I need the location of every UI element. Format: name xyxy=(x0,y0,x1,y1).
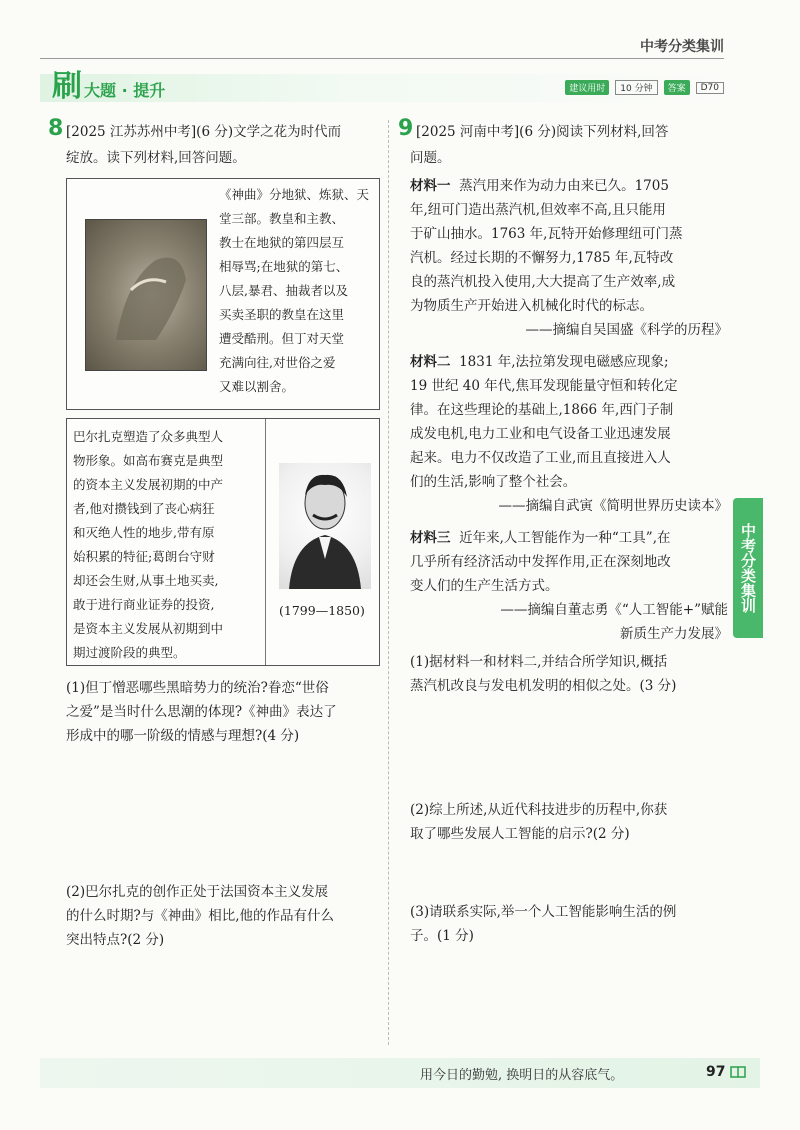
box2-line: 却还会生财,从事土地买卖, xyxy=(73,573,219,588)
question-9-sub1 xyxy=(410,650,676,698)
q8-sub2-line: 突出特点?(2 分) xyxy=(66,932,165,948)
box2-line: 和灭绝人性的地步,带有原 xyxy=(73,525,215,540)
answer-page: D70 xyxy=(696,82,724,94)
material-2-source: ——摘编自武寅《简明世界历史读本》 xyxy=(498,498,728,514)
material-1-line: 为物质生产开始进入机械化时代的标志。 xyxy=(410,298,653,314)
question-9-sub3 xyxy=(410,900,676,948)
box1-line: 又难以割舍。 xyxy=(219,379,295,394)
q8-sub2-line: 的什么时期?与《神曲》相比,他的作品有什么 xyxy=(66,908,335,924)
box1-line: 相辱骂;在地狱的第七、 xyxy=(219,259,349,274)
time-info xyxy=(565,80,724,95)
material-2-line: 成发电机,电力工业和电气设备工业迅速发展 xyxy=(410,426,671,442)
question-8-number: 8 xyxy=(48,116,64,141)
balzac-box-divider xyxy=(265,419,266,665)
box2-line: 者,他对攒钱到了丧心病狂 xyxy=(73,501,215,516)
box2-line: 始积累的特征;葛朗台守财 xyxy=(73,549,215,564)
material-3-line: 变人们的生产生活方式。 xyxy=(410,578,559,594)
question-9-sub2 xyxy=(410,798,667,846)
question-8-sub1 xyxy=(66,676,337,748)
box1-line: 遭受酷刑。但丁对天堂 xyxy=(219,331,345,346)
section-title: 大题 · 提升 xyxy=(84,81,166,100)
balzac-box xyxy=(66,418,380,666)
material-1-line: 汽机。经过长期的不懈努力,1785 年,瓦特改 xyxy=(410,250,674,266)
time-value: 10 分钟 xyxy=(615,80,657,95)
question-8-sub2 xyxy=(66,880,334,952)
box2-line: 敢于进行商业证券的投资, xyxy=(73,597,215,612)
box1-line: 八层,暴君、抽裁者以及 xyxy=(219,283,348,298)
material-2-line: 1831 年,法拉第发现电磁感应现象; xyxy=(459,354,669,370)
material-3-label: 材料三 xyxy=(410,530,451,546)
time-label: 建议用时 xyxy=(565,80,609,95)
material-2-line: 19 世纪 40 年代,焦耳发现能量守恒和转化定 xyxy=(410,378,678,394)
column-divider xyxy=(388,120,389,1045)
side-tab: 中考分类集训 xyxy=(733,498,763,638)
material-1-label: 材料一 xyxy=(410,178,451,194)
box2-line: 的资本主义发展初期的中产 xyxy=(73,477,224,492)
balzac-portrait xyxy=(279,463,371,589)
question-8-stem-2: 绽放。读下列材料,回答问题。 xyxy=(66,150,246,166)
box2-line: 期过渡阶段的典型。 xyxy=(73,645,186,660)
divine-comedy-box xyxy=(66,178,380,410)
top-divider xyxy=(40,58,724,59)
question-9-number: 9 xyxy=(398,116,414,141)
q8-sub1-line: 形成中的哪一阶级的情感与理想?(4 分) xyxy=(66,728,300,744)
q9-sub1-line: (1)据材料一和材料二,并结合所学知识,概括 xyxy=(410,654,668,670)
footer-motto: 用今日的勤勉, 换明日的从容底气。 xyxy=(420,1068,624,1083)
page-number: 97 xyxy=(706,1064,726,1080)
material-1-line: 良的蒸汽机投入使用,大大提高了生产效率,成 xyxy=(410,274,676,290)
material-1-source: ——摘编自吴国盛《科学的历程》 xyxy=(525,322,728,338)
material-2 xyxy=(410,350,728,518)
box1-line: 堂三部。教皇和主教、 xyxy=(219,211,345,226)
material-3-line: 几乎所有经济活动中发挥作用,正在深刻地改 xyxy=(410,554,671,570)
material-1 xyxy=(410,174,728,342)
book-icon xyxy=(730,1064,746,1084)
material-2-line: 起来。电力不仅改造了工业,而且直接进入人 xyxy=(410,450,671,466)
divine-comedy-text xyxy=(219,183,375,399)
box1-line: 充满向往,对世俗之爱 xyxy=(219,355,336,370)
material-1-line: 年,纽可门造出蒸汽机,但效率不高,且只能用 xyxy=(410,202,666,218)
material-3-source: ——摘编自董志勇《“人工智能+”赋能 xyxy=(500,602,728,618)
material-3 xyxy=(410,526,728,646)
box1-line: 买卖圣职的教皇在这里 xyxy=(219,307,345,322)
series-title: 中考分类集训 xyxy=(640,39,724,55)
balzac-text xyxy=(73,425,265,665)
material-1-line: 蒸汽用来作为动力由来已久。1705 xyxy=(459,178,669,194)
shua-logo: 刷 xyxy=(52,69,82,104)
q8-sub1-line: (1)但丁憎恶哪些黑暗势力的统治?眷恋“世俗 xyxy=(66,680,329,696)
question-8-stem-1: [2025 江苏苏州中考](6 分)文学之花为时代而 xyxy=(66,124,342,140)
question-9-stem-1: [2025 河南中考](6 分)阅读下列材料,回答 xyxy=(416,124,669,140)
material-3-line: 近年来,人工智能作为一种“工具”,在 xyxy=(459,530,671,546)
answer-label: 答案 xyxy=(664,80,690,95)
box2-line: 是资本主义发展从初期到中 xyxy=(73,621,224,636)
box1-line: 《神曲》分地狱、炼狱、天 xyxy=(219,187,370,202)
question-9-stem-2: 问题。 xyxy=(410,150,451,166)
q9-sub2-line: 取了哪些发展人工智能的启示?(2 分) xyxy=(410,826,630,842)
footer-band xyxy=(40,1058,760,1088)
box2-line: 物形象。如高布赛克是典型 xyxy=(73,453,224,468)
q8-sub2-line: (2)巴尔扎克的创作正处于法国资本主义发展 xyxy=(66,884,329,900)
divine-comedy-book-image xyxy=(85,219,207,371)
q9-sub3-line: (3)请联系实际,举一个人工智能影响生活的例 xyxy=(410,904,677,920)
material-2-line: 律。在这些理论的基础上,1866 年,西门子制 xyxy=(410,402,674,418)
box1-line: 教士在地狱的第四层互 xyxy=(219,235,345,250)
q9-sub2-line: (2)综上所述,从近代科技进步的历程中,你获 xyxy=(410,802,668,818)
q9-sub1-line: 蒸汽机改良与发电机发明的相似之处。(3 分) xyxy=(410,678,677,694)
q8-sub1-line: 之爱”是当时什么思潮的体现?《神曲》表达了 xyxy=(66,704,337,720)
material-2-line: 们的生活,影响了整个社会。 xyxy=(410,474,577,490)
material-2-label: 材料二 xyxy=(410,354,451,370)
q9-sub3-line: 子。(1 分) xyxy=(410,928,474,944)
balzac-dates: (1799—1850) xyxy=(279,603,365,618)
material-1-line: 于矿山抽水。1763 年,瓦特开始修理纽可门蒸 xyxy=(410,226,683,242)
box2-line: 巴尔扎克塑造了众多典型人 xyxy=(73,429,224,444)
material-3-source: 新质生产力发展》 xyxy=(620,626,728,642)
